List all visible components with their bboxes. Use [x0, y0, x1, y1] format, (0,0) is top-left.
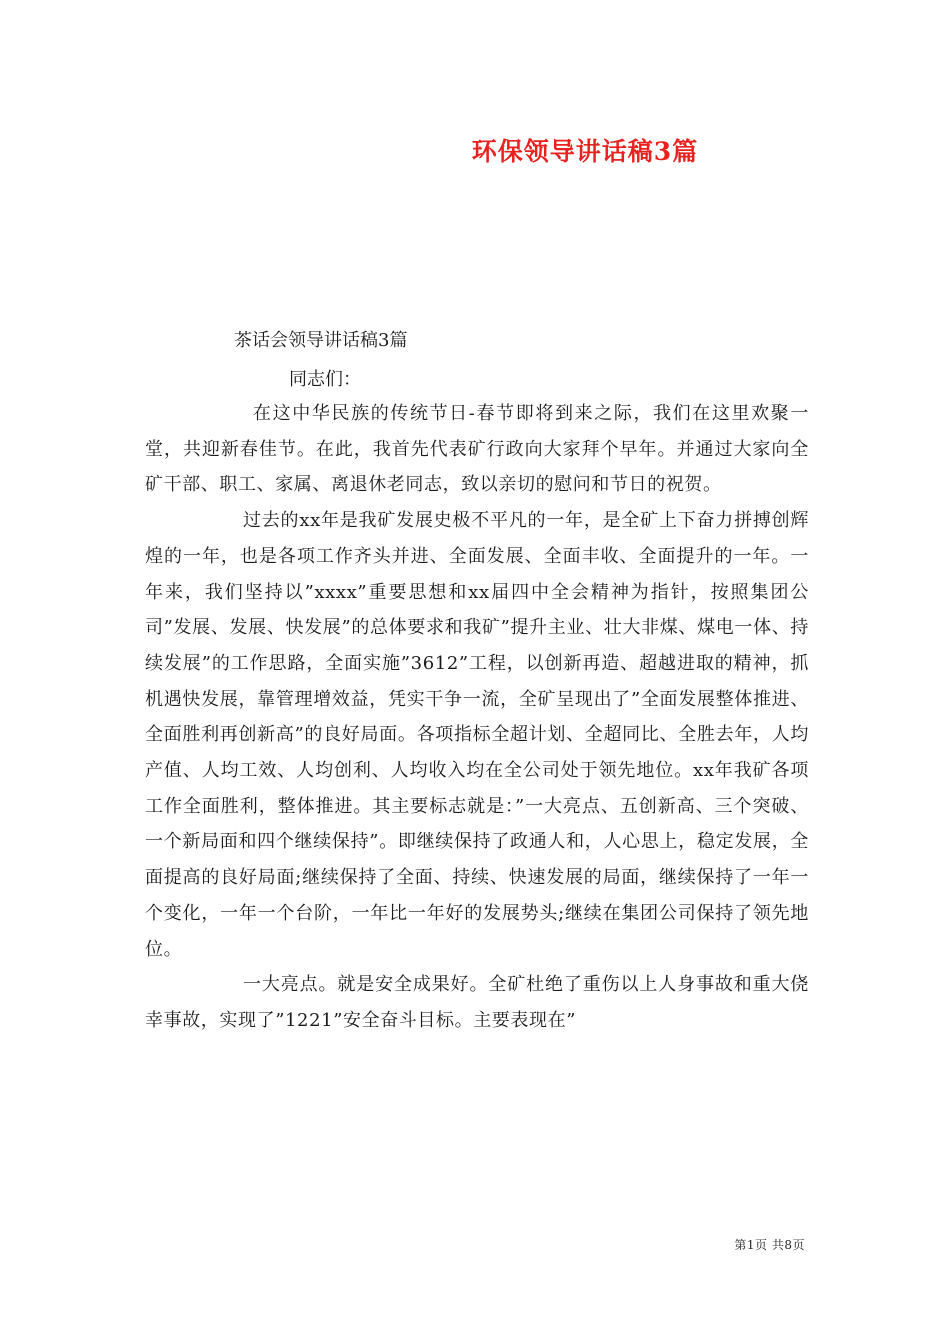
paragraph: 一大亮点。就是安全成果好。全矿杜绝了重伤以上人身事故和重大侥幸事故，实现了”1221”安全奋斗目标。主要表现在”	[145, 974, 809, 1031]
document-subtitle: 茶话会领导讲话稿3篇	[234, 330, 408, 351]
page-number: 第1页 共8页	[734, 1238, 805, 1252]
greeting: 同志们：	[289, 369, 361, 390]
document-body	[145, 396, 809, 1039]
document-title: 环保领导讲话稿3篇	[471, 137, 699, 166]
paragraph: 过去的xx年是我矿发展史极不平凡的一年，是全矿上下奋力拼搏创辉煌的一年，也是各项工作齐头并进、全面发展、全面丰收、全面提升的一年。一年来，我们坚持以”xxxx”重要思想和xx届四中全会精神为指针，按照集团公司”发展、发展、快发展”的总体要求和我矿”提升主业、壮大非煤、煤电一体、持续发展”的工作思路，全面实施”3612”工程，以创新再造、超越进取的精神，抓机遇快发展，靠管理增效益，凭实干争一流，全矿呈现出了”全面发展整体推进、全面胜利再创新高”的良好局面。各项指标全超计划、全超同比、全胜去年，人均产值、人均工效、人均创利、人均收入均在全公司处于领先地位。xx年我矿各项工作全面胜利，整体推进。其主要标志就是：”一大亮点、五创新高、三个突破、一个新局面和四个继续保持”。即继续保持了政通人和，人心思上，稳定发展，全面提高的良好局面;继续保持了全面、持续、快速发展的局面，继续保持了一年一个变化，一年一个台阶，一年比一年好的发展势头;继续在集团公司保持了领先地位。	[145, 510, 809, 960]
paragraph: 在这中华民族的传统节日-春节即将到来之际，我们在这里欢聚一堂，共迎新春佳节。在此，我首先代表矿行政向大家拜个早年。并通过大家向全矿干部、职工、家属、离退休老同志，致以亲切的慰问和节日的祝贺。	[145, 403, 809, 496]
